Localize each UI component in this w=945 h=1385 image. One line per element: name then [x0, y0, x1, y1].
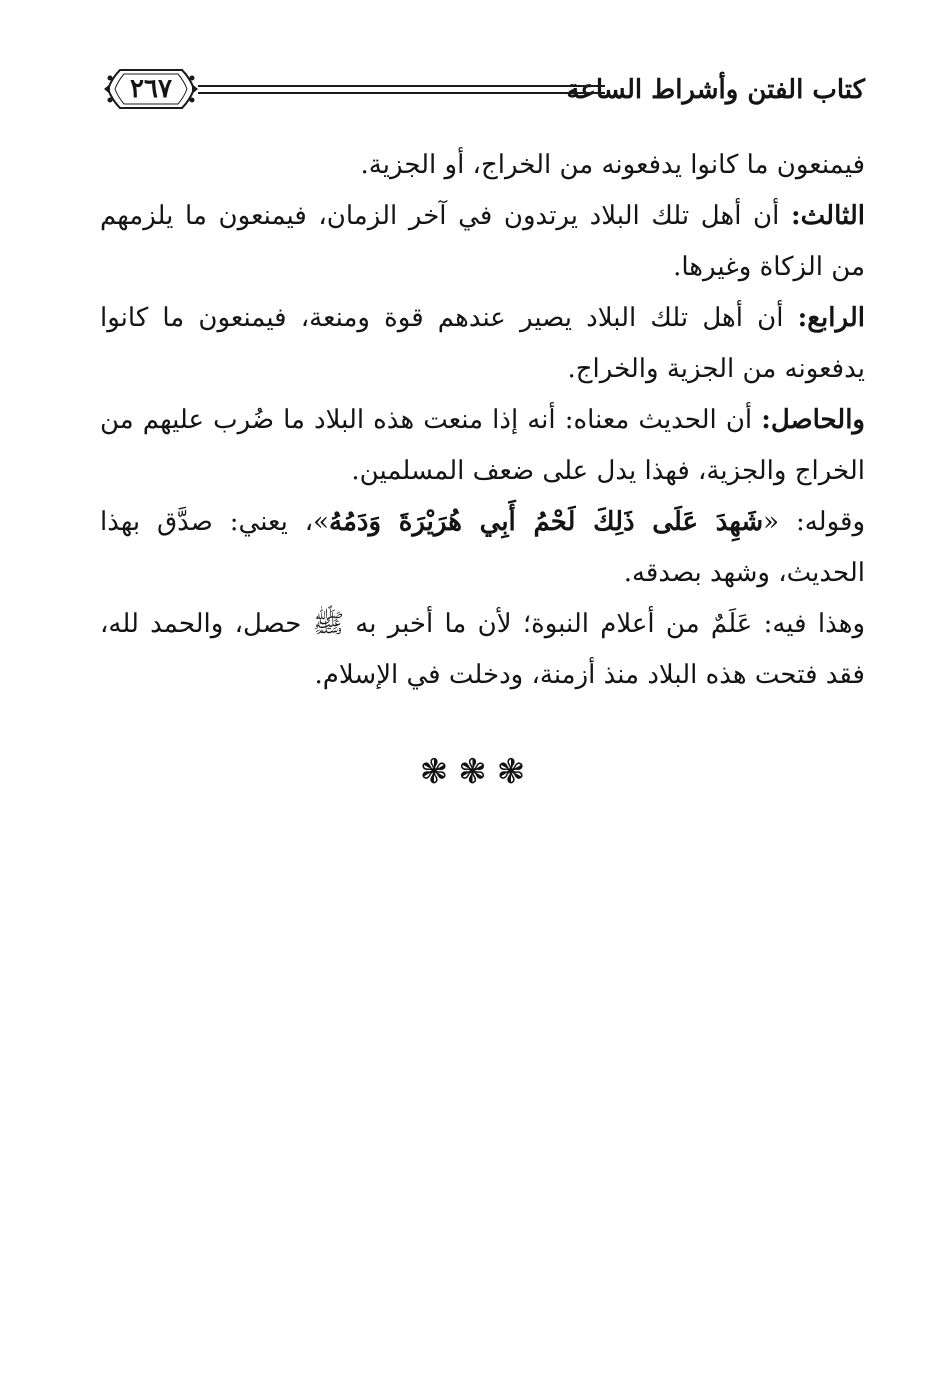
page-header: [100, 64, 865, 118]
quote-intro: وقوله: «: [763, 507, 865, 537]
paragraph-text: أن أهل تلك البلاد يرتدون في آخر الزمان، فيمنعون ما يلزمهم من الزكاة وغيرها.: [100, 201, 865, 282]
quote-explanation: »، يعني: صدَّق بهذا الحديث، وشهد بصدقه.: [100, 507, 865, 588]
paragraph-conclusion: [100, 395, 865, 497]
header-rule: [198, 85, 605, 94]
paragraph-lead: والحاصل:: [761, 405, 865, 435]
flower-ornament-icon: ❃: [419, 752, 449, 792]
hadith-quote: شَهِدَ عَلَى ذَلِكَ لَحْمُ أَبِي هُرَيْرَةَ وَدَمُهُ: [329, 507, 764, 537]
paragraph-third-point: [100, 191, 865, 293]
page-body: [100, 140, 865, 701]
flower-ornament-icon: ❃: [458, 752, 487, 792]
paragraph-continuation: [100, 140, 865, 191]
paragraph-text: أن الحديث معناه: أنه إذا منعت هذه البلاد ما ضُرب عليهم من الخراج والجزية، فهذا يدل على ضعف المسلمين.: [100, 405, 865, 486]
paragraph-closing: [100, 599, 865, 701]
page-number: ٢٦٧: [130, 74, 172, 104]
paragraph-text: فيمنعون ما كانوا يدفعونه من الخراج، أو الجزية.: [360, 150, 865, 180]
paragraph-hadith-quote: [100, 497, 865, 599]
running-title: كتاب الفتن وأشراط الساعة: [566, 75, 865, 105]
paragraph-text: أن أهل تلك البلاد يصير عندهم قوة ومنعة، فيمنعون ما كانوا يدفعونه من الجزية والخراج.: [100, 303, 865, 384]
paragraph-lead: الرابع:: [797, 303, 865, 333]
flower-ornament-icon: ❃: [496, 752, 526, 792]
paragraph-fourth-point: [100, 293, 865, 395]
paragraph-text: وهذا فيه: عَلَمٌ من أعلام النبوة؛ لأن ما أخبر به ﷺ حصل، والحمد لله، فقد فتحت هذه البلاد منذ أزمنة، ودخلت في الإسلام.: [100, 609, 865, 690]
paragraph-lead: الثالث:: [791, 201, 865, 231]
page-number-badge: [104, 64, 198, 114]
section-end-ornament: [0, 752, 945, 792]
